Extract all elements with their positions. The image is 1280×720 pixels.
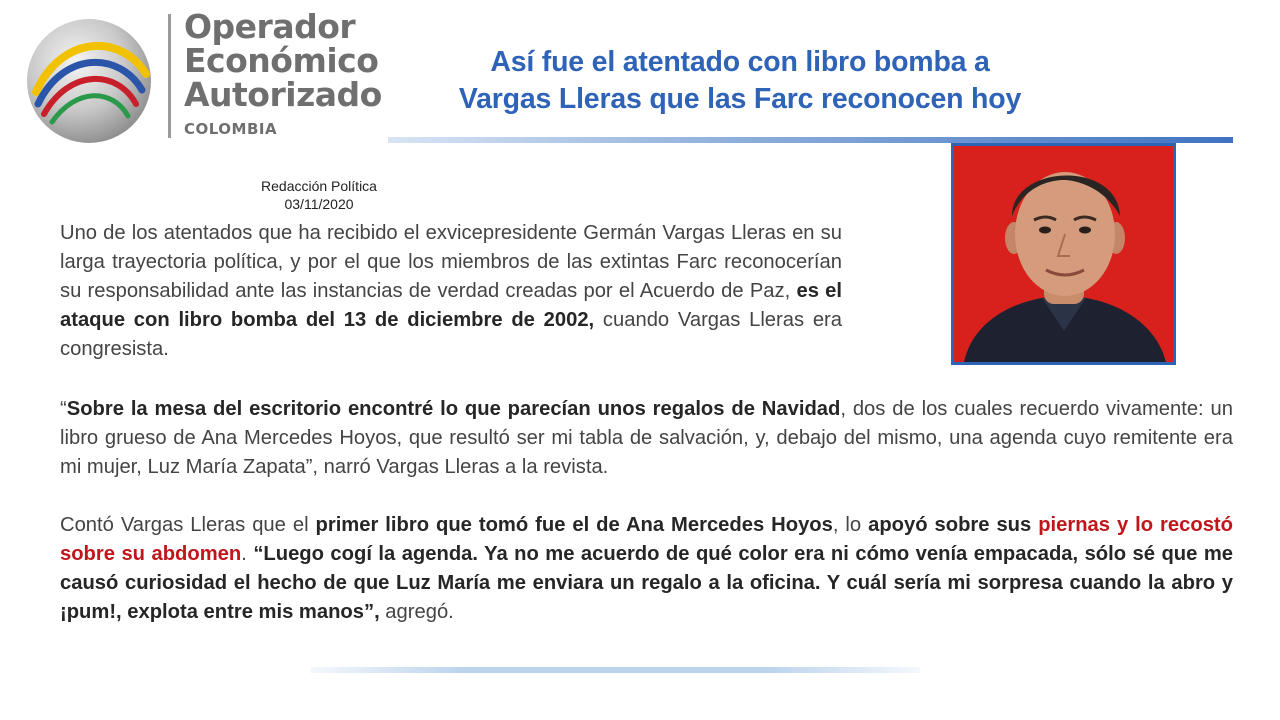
logo-emblem: [22, 14, 156, 148]
logo-wordmark: [184, 7, 382, 138]
p1-text-1: Uno de los atentados que ha recibido el exvicepresidente Germán Vargas Lleras en su larga trayectoria política, y por el que los miembros de las extintas Farc reconocerían su responsabilidad ante las instancias de verdad creadas por el Acuerdo de Paz,: [60, 222, 842, 302]
p3-bold-2: apoyó sobre sus: [868, 514, 1039, 536]
p3-text-2: , lo: [832, 514, 869, 536]
logo-divider: [168, 14, 171, 138]
p3-text-1: Contó Vargas Lleras que el: [60, 514, 316, 536]
paragraph-2: [60, 395, 1233, 482]
p3-bold-1: primer libro que tomó fue el de Ana Mercedes Hoyos: [315, 514, 833, 536]
p3-red-highlight: piernas y lo recostó sobre su abdomen: [60, 514, 1233, 565]
logo-line-3: Autorizado: [184, 75, 382, 114]
paragraph-1: [60, 219, 842, 364]
byline-date: 03/11/2020: [284, 196, 354, 212]
p1-bold-1: es el ataque con libro bomba del 13 de diciembre de 2002,: [60, 280, 842, 331]
p3-text-4: agregó.: [379, 601, 454, 623]
p3-bold-3: “Luego cogí la agenda. Ya no me acuerdo de qué color era ni cómo venía empacada, sólo sé que me causó curiosidad el hecho de que Luz María me enviara un regalo a la oficina. Y cuál sería mi sorpresa cuando la abro y ¡pum!, explota entre mis manos”,: [60, 543, 1234, 623]
paragraph-3: [60, 511, 1233, 627]
footer-rule: [310, 667, 920, 673]
byline-section: Redacción Política: [261, 178, 377, 194]
p2-text-1: “: [60, 398, 67, 420]
headline-line-2: Vargas Lleras que las Farc reconocen hoy: [458, 83, 1022, 115]
logo-country: COLOMBIA: [184, 120, 278, 138]
headline-line-1: Así fue el atentado con libro bomba a: [490, 46, 990, 78]
p3-text-3: .: [241, 543, 254, 565]
logo-line-2: Económico: [184, 41, 379, 80]
p2-text-2: , dos de los cuales recuerdo vivamente: un libro grueso de Ana Mercedes Hoyos, que resultó ser mi tabla de salvación, y, debajo del mismo, una agenda cuyo remitente era mi mujer, Luz María Zapata”, narró Vargas Lleras a la revista.: [60, 398, 1233, 478]
p1-text-2: cuando Vargas Lleras era congresista.: [60, 309, 842, 360]
p2-bold-1: Sobre la mesa del escritorio encontré lo que parecían unos regalos de Navidad: [66, 398, 841, 420]
byline: [238, 177, 400, 213]
article-headline: [400, 44, 1080, 118]
portrait-photo: [951, 143, 1176, 365]
logo-line-1: Operador: [184, 7, 356, 46]
